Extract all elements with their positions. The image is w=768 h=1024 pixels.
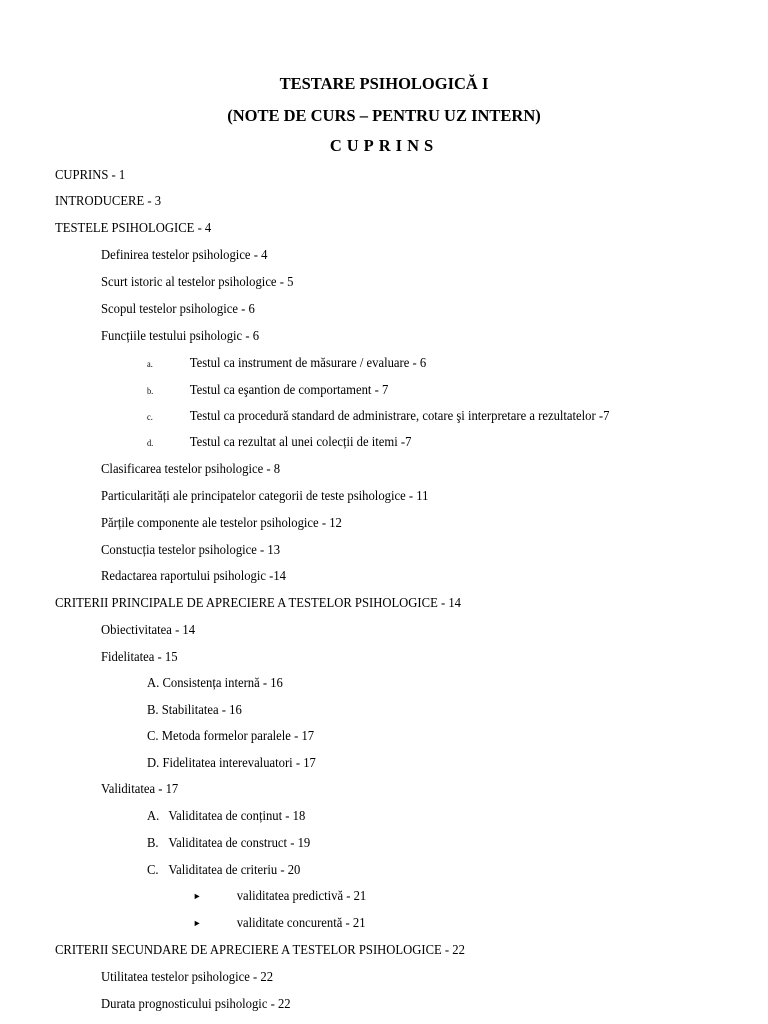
list-marker: b.: [147, 386, 154, 396]
toc-entry: Scurt istoric al testelor psihologice - 5: [101, 274, 294, 289]
toc-entry: C. Metoda formelor paralele - 17: [147, 728, 315, 743]
toc-entry: Redactarea raportului psihologic -14: [101, 568, 287, 583]
toc-entry: CUPRINS - 1: [55, 167, 126, 182]
toc-entry-text: validitatea predictivă - 21: [236, 888, 367, 903]
toc-entry-text: Validitatea de conținut - 18: [168, 808, 306, 823]
list-marker: c.: [147, 412, 153, 422]
list-marker: a.: [147, 359, 153, 369]
list-marker: A.: [147, 808, 160, 823]
toc-entry-text: Testul ca procedură standard de administrare, cotare şi interpretare a rezultatelor -7: [189, 408, 610, 423]
list-marker: B.: [147, 835, 159, 850]
toc-entry: B. Stabilitatea - 16: [147, 702, 242, 717]
toc-entry: CRITERII PRINCIPALE DE APRECIERE A TESTELOR PSIHOLOGICE - 14: [55, 595, 461, 610]
arrow-bullet-icon: ►: [193, 891, 202, 901]
toc-entry: Particularități ale principatelor categorii de teste psihologice - 11: [101, 488, 429, 503]
list-marker: C.: [147, 862, 159, 877]
contents-heading: CUPRINS: [329, 136, 439, 155]
toc-entry: Obiectivitatea - 14: [101, 622, 196, 637]
arrow-bullet-icon: ►: [193, 918, 202, 928]
toc-entry: Părțile componente ale testelor psihologice - 12: [101, 515, 342, 530]
toc-entry-text: Validitatea de criteriu - 20: [168, 862, 301, 877]
toc-entry: Definirea testelor psihologice - 4: [101, 247, 268, 262]
document-title: TESTARE PSIHOLOGICĂ I: [279, 74, 489, 93]
toc-entry-text: Validitatea de construct - 19: [168, 835, 311, 850]
toc-entry: Funcțiile testului psihologic - 6: [101, 328, 260, 343]
toc-entry: D. Fidelitatea interevaluatori - 17: [147, 755, 316, 770]
toc-entry-text: Testul ca instrument de măsurare / evaluare - 6: [189, 355, 427, 370]
toc-entry-text: Testul ca rezultat al unei colecții de itemi -7: [189, 434, 412, 449]
toc-entry-text: validitate concurentă - 21: [236, 915, 366, 930]
list-marker: d.: [147, 438, 154, 448]
toc-entry: Clasificarea testelor psihologice - 8: [101, 461, 281, 476]
toc-entry: Durata prognosticului psihologic - 22: [101, 996, 291, 1011]
toc-entry: TESTELE PSIHOLOGICE - 4: [55, 220, 212, 235]
toc-entry: Fidelitatea - 15: [101, 649, 178, 664]
document-subtitle: (NOTE DE CURS – PENTRU UZ INTERN): [227, 106, 541, 125]
toc-entry: A. Consistența internă - 16: [147, 675, 283, 690]
toc-entry-text: Testul ca eşantion de comportament - 7: [189, 382, 389, 397]
toc-entry: Scopul testelor psihologice - 6: [101, 301, 255, 316]
toc-entry: Utilitatea testelor psihologice - 22: [101, 969, 274, 984]
toc-entry: Constucția testelor psihologice - 13: [101, 542, 281, 557]
toc-entry: INTRODUCERE - 3: [55, 193, 162, 208]
toc-entry: CRITERII SECUNDARE DE APRECIERE A TESTELOR PSIHOLOGICE - 22: [55, 942, 465, 957]
toc-entry: Validitatea - 17: [101, 781, 179, 796]
